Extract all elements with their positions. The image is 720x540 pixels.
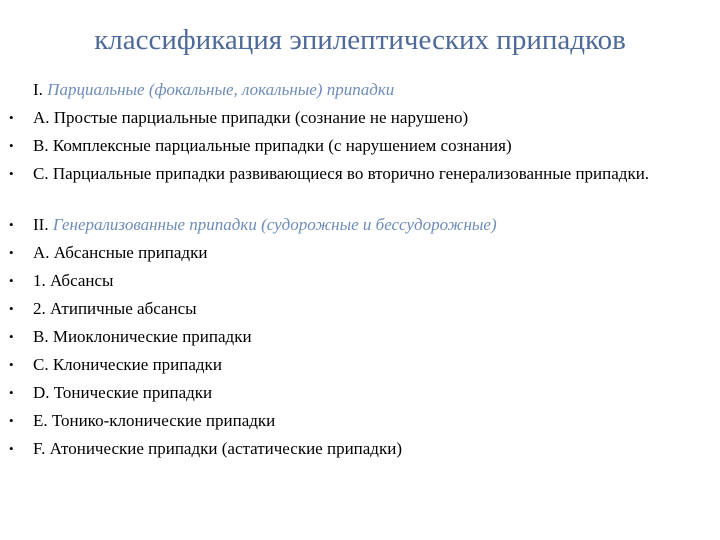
list-item-text: С. Клонические припадки — [33, 355, 222, 374]
list-item — [6, 295, 708, 323]
section-1-number: I. — [33, 80, 48, 99]
bullet-icon: • — [9, 385, 14, 400]
bullet-icon: • — [9, 217, 14, 232]
bullet-icon: • — [9, 166, 14, 181]
list-item-text: 2. Атипичные абсансы — [33, 299, 197, 318]
bullet-icon: • — [9, 138, 14, 153]
section-2-heading — [6, 211, 708, 239]
list-item-text: 1. Абсансы — [33, 271, 114, 290]
list-item — [6, 104, 708, 132]
list-item — [6, 351, 708, 379]
list-item — [6, 239, 708, 267]
list-item-text: А. Простые парциальные припадки (сознание не нарушено) — [33, 108, 469, 127]
list-item-text: D. Тонические припадки — [33, 383, 213, 402]
section-2-title: Генерализованные припадки (судорожные и бессудорожные) — [52, 215, 497, 234]
list-item-text: В. Комплексные парциальные припадки (с нарушением сознания) — [33, 136, 512, 155]
list-item — [6, 407, 708, 435]
list-item-text: F. Атонические припадки (астатические припадки) — [33, 439, 402, 458]
bullet-icon: • — [9, 301, 14, 316]
slide-title: классификация эпилептических припадков — [94, 24, 626, 56]
bullet-icon: • — [9, 441, 14, 456]
section-1-heading — [6, 76, 708, 104]
bullet-icon: • — [9, 273, 14, 288]
section-spacer — [6, 188, 708, 211]
classification-list — [6, 76, 708, 463]
list-item — [6, 267, 708, 295]
list-item — [6, 160, 708, 188]
bullet-placeholder — [6, 76, 33, 104]
section-1-title: Парциальные (фокальные, локальные) припадки — [47, 80, 395, 99]
list-item — [6, 435, 708, 463]
bullet-icon: • — [9, 329, 14, 344]
bullet-icon: • — [9, 245, 14, 260]
list-item-text: А. Абсансные припадки — [33, 243, 208, 262]
bullet-icon: • — [9, 110, 14, 125]
list-item — [6, 379, 708, 407]
list-item-text: Е. Тонико-клонические припадки — [33, 411, 276, 430]
bullet-icon: • — [9, 357, 14, 372]
section-2-number: II. — [33, 215, 53, 234]
list-item-text: С. Парциальные припадки развивающиеся во вторично генерализованные припадки. — [33, 164, 650, 183]
list-item-text: В. Миоклонические припадки — [33, 327, 252, 346]
list-item — [6, 132, 708, 160]
bullet-icon: • — [9, 413, 14, 428]
list-item — [6, 323, 708, 351]
